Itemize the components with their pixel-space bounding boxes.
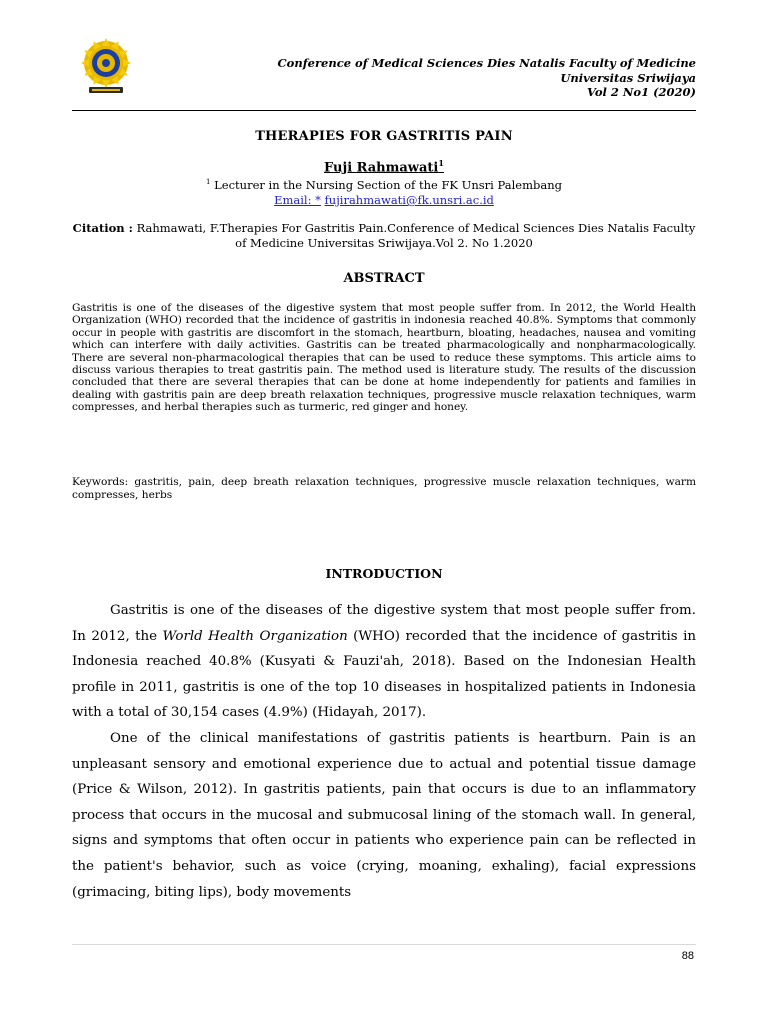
page-number: 88: [681, 950, 694, 962]
author-email: [0, 193, 768, 207]
citation: [72, 221, 696, 251]
citation-text: Rahmawati, F.Therapies For Gastritis Pain.Conference of Medical Sciences Dies Natalis Faculty of Medicine Universitas Sriwijaya.Vol 2. No 1.2020: [132, 221, 696, 250]
email-address-link[interactable]: fujirahmawati@fk.unsri.ac.id: [324, 193, 494, 207]
header-rule: [72, 110, 696, 111]
conference-name: Conference of Medical Sciences Dies Natalis Faculty of Medicine: [277, 56, 696, 70]
page-header: [0, 0, 768, 112]
affiliation-text: Lecturer in the Nursing Section of the FK Unsri Palembang: [210, 178, 562, 192]
abstract-heading: ABSTRACT: [343, 271, 425, 286]
footer-rule: [72, 944, 696, 945]
email-label-link[interactable]: Email: *: [274, 193, 321, 207]
paragraph-text: Gastritis is one of the diseases of the digestive system that most people suffer from. In 2012, the: [72, 603, 696, 644]
paragraph: One of the clinical manifestations of gastritis patients is heartburn. Pain is an unpleasant sensory and emotional experience due to actual and potential tissue damage (Price & Wilson, 2012). In gastritis patients, pain that occurs is due to an inflammatory process that occurs in the mucosal and submucosal lining of the stomach wall. In general, signs and symptoms that often occur in patients who experience pain can be reflected in the patient's behavior, such as voice (crying, moaning, exhaling), facial expressions (grimacing, biting lips), body movements: [72, 730, 696, 900]
abstract-text: Gastritis is one of the diseases of the digestive system that most people suffer from. In 2012, the World Health Organization (WHO) recorded that the incidence of gastritis in indonesia reached 40.8%. Symptoms that commonly occur in people with gastritis are discomfort in the stomach, heartburn, bloating, headaches, nausea and vomiting which can interfere with daily activities. Gastritis can be treated pharmacologically and nonpharmacologically. There are several non-pharmacological therapies that can be used to reduce these symptoms. This article aims to discuss various therapies to treat gastritis pain. The method used is literature study. The results of the discussion concluded that there are several therapies that can be done at home independently for patients and families in dealing with gastritis pain are deep breath relaxation techniques, progressive muscle relaxation techniques, warm compresses, and herbal therapies such as turmeric, red ginger and honey.: [72, 302, 696, 414]
paragraph: [72, 598, 696, 726]
keywords: Keywords: gastritis, pain, deep breath relaxation techniques, progressive muscle relaxation techniques, warm compresses, herbs: [72, 476, 696, 501]
author-name-text: Fuji Rahmawati: [324, 160, 439, 176]
paper-title: THERAPIES FOR GASTRITIS PAIN: [255, 129, 513, 144]
university-emblem-icon: [80, 38, 132, 96]
conference-info: [278, 56, 696, 100]
author-superscript: 1: [438, 158, 444, 168]
citation-label: Citation :: [72, 221, 133, 235]
organization-name: World Health Organization: [162, 628, 348, 644]
author-name: [0, 158, 768, 175]
paragraph-text: (WHO) recorded that the incidence of gastritis in Indonesia reached 40.8% (Kusyati & Fauzi'ah, 2018). Based on the Indonesian Health profile in 2011, gastritis is one of the top 10 diseases in hospitalized patients in Indonesia with a total of 30,154 cases (4.9%) (Hidayah, 2017).: [72, 628, 696, 721]
author-affiliation: [0, 178, 768, 192]
introduction-body: [72, 598, 696, 905]
affiliation-superscript: 1: [206, 178, 211, 187]
introduction-heading: INTRODUCTION: [325, 566, 443, 581]
conference-volume: Vol 2 No1 (2020): [587, 85, 696, 99]
conference-university: Universitas Sriwijaya: [560, 70, 696, 85]
